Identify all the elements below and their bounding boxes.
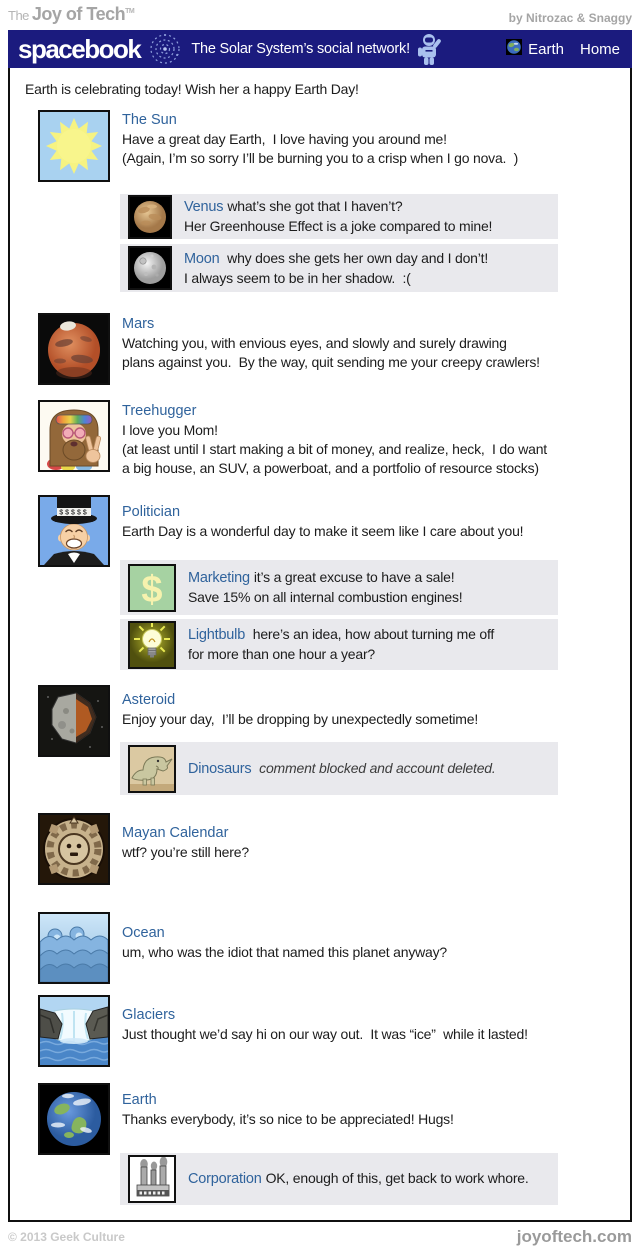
reply-moon [120, 244, 558, 292]
reply-text [188, 568, 463, 607]
reply-text-line2: Save 15% on all internal combustion engines! [188, 589, 463, 605]
post-text-line: Earth Day is a wonderful day to make it seem like I care about you! [122, 523, 524, 539]
lightbulb-avatar[interactable] [128, 621, 176, 669]
post-text-line: I love you Mom! [122, 422, 218, 438]
navbar-links [506, 39, 620, 59]
author-link[interactable]: Mars [122, 316, 155, 332]
comic-frame [8, 30, 632, 1222]
earth-icon [40, 1085, 108, 1153]
author-link[interactable]: Earth [122, 1092, 157, 1108]
author-link[interactable]: Mayan Calendar [122, 825, 229, 841]
reply-corporation [120, 1153, 558, 1205]
author-link[interactable]: Treehugger [122, 403, 197, 419]
post-mars [38, 313, 624, 372]
joy-of-tech-logo [8, 4, 134, 25]
nav-user-label: Earth [528, 40, 564, 58]
post-glaciers [38, 995, 624, 1044]
post-text-line: um, who was the idiot that named this planet anyway? [122, 944, 448, 960]
post-ocean [38, 912, 624, 962]
politician-icon [40, 497, 108, 565]
author-link[interactable]: Asteroid [122, 692, 176, 708]
spacebook-logo[interactable]: spacebook [18, 33, 141, 64]
trademark: TM [125, 8, 135, 15]
reply-text-line1: why does she gets her own day and I don’t! [223, 249, 489, 266]
sun-icon [40, 112, 108, 180]
reply-text [188, 1169, 529, 1189]
post-treehugger [38, 400, 624, 478]
asteroid-avatar[interactable] [38, 685, 110, 757]
author-link[interactable]: Politician [122, 504, 181, 520]
post-text-line: (Again, I’m so sorry I’ll be burning you to a crisp when I go nova. ) [122, 150, 519, 166]
factory-icon [130, 1157, 174, 1201]
dollar-icon [130, 566, 174, 610]
reply-text [188, 625, 494, 664]
reply-text-line2: Her Greenhouse Effect is a joke compared to mine! [184, 218, 493, 234]
reply-text-line1: here’s an idea, how about turning me off [249, 626, 495, 642]
post-earth [38, 1083, 624, 1129]
dinosaurs-avatar[interactable] [128, 745, 176, 793]
post-text-line: wtf? you’re still here? [122, 844, 249, 860]
author-link[interactable]: Marketing [188, 570, 250, 586]
moon-icon [130, 248, 170, 288]
post-text-line: a big house, an SUV, a powerboat, and a portfolio of resource stocks) [122, 460, 539, 476]
post-text-line: Enjoy your day, I’ll be dropping by unexpectedly sometime! [122, 711, 479, 727]
mayan-calendar-avatar[interactable] [38, 813, 110, 885]
earth-mini-icon [506, 39, 522, 59]
reply-lightbulb [120, 619, 558, 670]
copyright: © 2013 Geek Culture [8, 1230, 125, 1244]
post-text-line: Watching you, with envious eyes, and slowly and surely drawing [122, 335, 507, 351]
feed-intro: Earth is celebrating today! Wish her a happy Earth Day! [25, 81, 359, 97]
reply-text [184, 197, 492, 236]
ocean-waves-icon [40, 914, 108, 982]
dinosaur-icon [130, 747, 174, 791]
corporation-avatar[interactable] [128, 1155, 176, 1203]
hat-band-text: $$$$$ [59, 509, 89, 517]
reply-text-line2: for more than one hour a year? [188, 646, 376, 662]
author-link[interactable]: Lightbulb [188, 627, 246, 643]
treehugger-avatar[interactable] [38, 400, 110, 472]
earth-avatar[interactable] [38, 1083, 110, 1155]
footer [8, 1227, 632, 1247]
post-politician [38, 495, 624, 541]
post-asteroid [38, 685, 624, 729]
post-mayan-calendar [38, 813, 624, 862]
author-link[interactable]: The Sun [122, 112, 177, 128]
mars-icon [40, 315, 108, 383]
author-link[interactable]: Moon [184, 250, 220, 267]
mayan-calendar-icon [40, 815, 108, 883]
dollar-text: $ [141, 568, 163, 610]
astronaut-icon [416, 33, 442, 66]
glaciers-avatar[interactable] [38, 995, 110, 1067]
nav-home-link[interactable]: Home [579, 40, 620, 58]
reply-text [188, 759, 496, 779]
nav-user-link[interactable] [506, 39, 564, 59]
tagline: The Solar System’s social network! [191, 41, 410, 57]
reply-text-line1: it’s a great excuse to have a sale! [253, 569, 455, 585]
masthead [8, 4, 632, 25]
glacier-icon [40, 997, 108, 1065]
spacebook-navbar [8, 30, 632, 68]
author-link[interactable]: Corporation [188, 1171, 262, 1187]
galaxy-icon [147, 31, 183, 67]
asteroid-icon [40, 687, 108, 755]
reply-dinosaurs [120, 742, 558, 795]
reply-text-line2: I always seem to be in her shadow. :( [184, 269, 411, 286]
marketing-avatar[interactable] [128, 564, 176, 612]
site-link[interactable]: joyoftech.com [516, 1227, 632, 1246]
post-text-line: Have a great day Earth, I love having you around me! [122, 131, 447, 147]
byline: by Nitrozac & Snaggy [508, 11, 632, 25]
post-text-line: Just thought we’d say hi on our way out. It was “ice” while it lasted! [122, 1026, 528, 1042]
venus-icon [130, 197, 170, 237]
post-the-sun [38, 110, 624, 168]
feed [8, 68, 632, 1222]
post-text-line: (at least until I start making a bit of money, and realize, heck, I do want [122, 441, 547, 457]
ocean-avatar[interactable] [38, 912, 110, 984]
moon-avatar[interactable] [128, 246, 172, 290]
lightbulb-icon [130, 623, 174, 667]
sun-avatar[interactable] [38, 110, 110, 182]
reply-marketing [120, 560, 558, 615]
reply-text-line1: what’s she got that I haven’t? [227, 198, 403, 214]
venus-avatar[interactable] [128, 195, 172, 239]
politician-avatar[interactable] [38, 495, 110, 567]
reply-text-line1: comment blocked and account deleted. [255, 759, 496, 776]
reply-text [184, 249, 488, 288]
author-link[interactable]: Ocean [122, 925, 165, 941]
reply-text-line1: OK, enough of this, get back to work whore. [265, 1170, 529, 1186]
author-link[interactable]: Dinosaurs [188, 760, 252, 777]
post-text-line: plans against you. By the way, quit sending me your creepy crawlers! [122, 354, 540, 370]
mars-avatar[interactable] [38, 313, 110, 385]
brand-prefix: The [8, 8, 29, 23]
author-link[interactable]: Glaciers [122, 1007, 176, 1023]
brand-name: Joy of Tech [31, 4, 126, 24]
treehugger-icon [40, 402, 108, 470]
author-link[interactable]: Venus [184, 199, 224, 215]
post-text-line: Thanks everybody, it’s so nice to be appreciated! Hugs! [122, 1111, 454, 1127]
reply-venus [120, 194, 558, 239]
